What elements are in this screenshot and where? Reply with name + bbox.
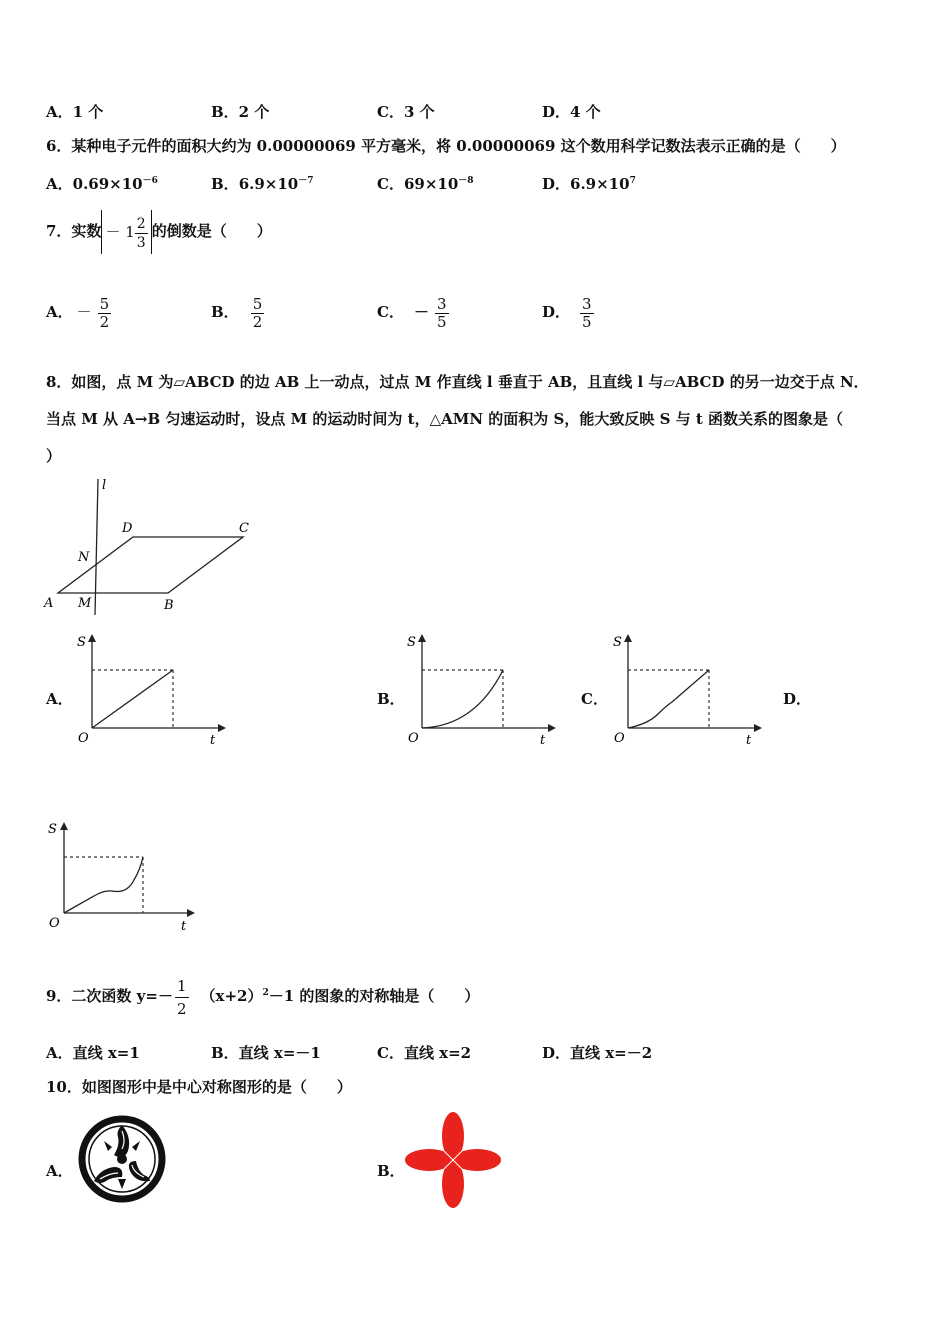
q8-line-3: ）: [46, 447, 62, 465]
svg-text:O: O: [614, 731, 625, 746]
q9-option-b: B．直线 x=－1: [211, 1044, 321, 1062]
q5-option-a: A．1 个: [46, 103, 104, 121]
q6-text: 6．某种电子元件的面积大约为 0.00000069 平方毫米，将 0.00000069 这个数用科学记数法表示正确的是（ ）: [46, 137, 846, 155]
q7-question: 7．实数 － 1 $\frac{2}{3}$ 的倒数是（ ）: [46, 209, 272, 254]
q7-option-c: C． － $\frac{3}{5}$: [377, 294, 447, 331]
svg-text:S: S: [48, 822, 57, 837]
q9-question: 9．二次函数 y=－ $\frac{1}{2}$ $(x+2)^2-1$ 的图象的对称轴是（ ）: [46, 976, 480, 1018]
q6-option-a: A．$0.69\times 10^{-6}$: [46, 175, 158, 193]
label-b: B: [164, 598, 174, 613]
q9-option-a: A．直线 x=1: [46, 1044, 140, 1062]
parallelogram-figure: [40, 475, 270, 620]
q8-graph-b: [400, 630, 560, 750]
q10-option-b-label: B．: [377, 1162, 405, 1180]
svg-text:t: t: [746, 733, 752, 748]
label-n: N: [78, 550, 90, 565]
q7-option-d: D． $\frac{3}{5}$: [542, 294, 592, 331]
q5-option-c: C．3 个: [377, 103, 435, 121]
svg-text:t: t: [540, 733, 546, 748]
svg-text:S: S: [613, 635, 622, 650]
q8-graph-c: [606, 630, 766, 750]
q6-option-c: C．$69\times 10^{-8}$: [377, 175, 474, 193]
label-a: A: [44, 596, 54, 611]
q8-option-a-label: A．: [46, 690, 73, 708]
svg-text:t: t: [210, 733, 216, 748]
q6-option-d: D．$6.9\times 10^7$: [542, 175, 636, 193]
q8-option-d-label: D．: [783, 690, 812, 708]
q5-option-d: D．4 个: [542, 103, 601, 121]
parallelogram-abcd: [58, 537, 243, 593]
q8-option-c-label: C．: [581, 690, 608, 708]
label-d: D: [122, 521, 133, 536]
q6-option-b: B．$6.9\times 10^{-7}$: [211, 175, 314, 193]
q10-option-a-label: A．: [46, 1162, 73, 1180]
q10-text: 10．如图图形中是中心对称图形的是（ ）: [46, 1078, 352, 1096]
q8-line-1: 8．如图，点 M 为▱ABCD 的边 AB 上一动点，过点 M 作直线 l 垂直于 AB，且直线 l 与▱ABCD 的另一边交于点 N．: [46, 373, 869, 391]
svg-text:O: O: [78, 731, 89, 746]
q10-emblem-figure: [74, 1111, 170, 1207]
curve-a: [92, 670, 173, 728]
q8-option-b-label: B．: [377, 690, 405, 708]
svg-text:S: S: [77, 635, 86, 650]
svg-text:O: O: [408, 731, 419, 746]
svg-text:S: S: [407, 635, 416, 650]
curve-c: [628, 670, 709, 728]
q10-flower-figure: [404, 1111, 502, 1209]
q7-option-a: A． － $\frac{5}{2}$: [46, 294, 110, 331]
label-l: l: [102, 478, 107, 493]
curve-b: [422, 670, 503, 728]
q9-option-c: C．直线 x=2: [377, 1044, 472, 1062]
q9-option-d: D．直线 x=－2: [542, 1044, 653, 1062]
svg-text:t: t: [181, 919, 187, 934]
q8-graph-d: [42, 818, 202, 938]
line-l: [95, 479, 98, 615]
curve-d: [64, 857, 143, 913]
q7-option-b: B． $\frac{5}{2}$: [211, 294, 263, 331]
label-c: C: [239, 521, 249, 536]
label-m: M: [78, 596, 92, 611]
q5-option-b: B．2 个: [211, 103, 270, 121]
svg-text:O: O: [49, 916, 60, 931]
q7-absolute-value: － 1 $\frac{2}{3}$: [101, 210, 151, 254]
q8-line-2: 当点 M 从 A→B 匀速运动时，设点 M 的运动时间为 t，△AMN 的面积为 S，能大致反映 S 与 t 函数关系的图象是（: [46, 410, 843, 428]
q8-graph-a: [70, 630, 230, 750]
